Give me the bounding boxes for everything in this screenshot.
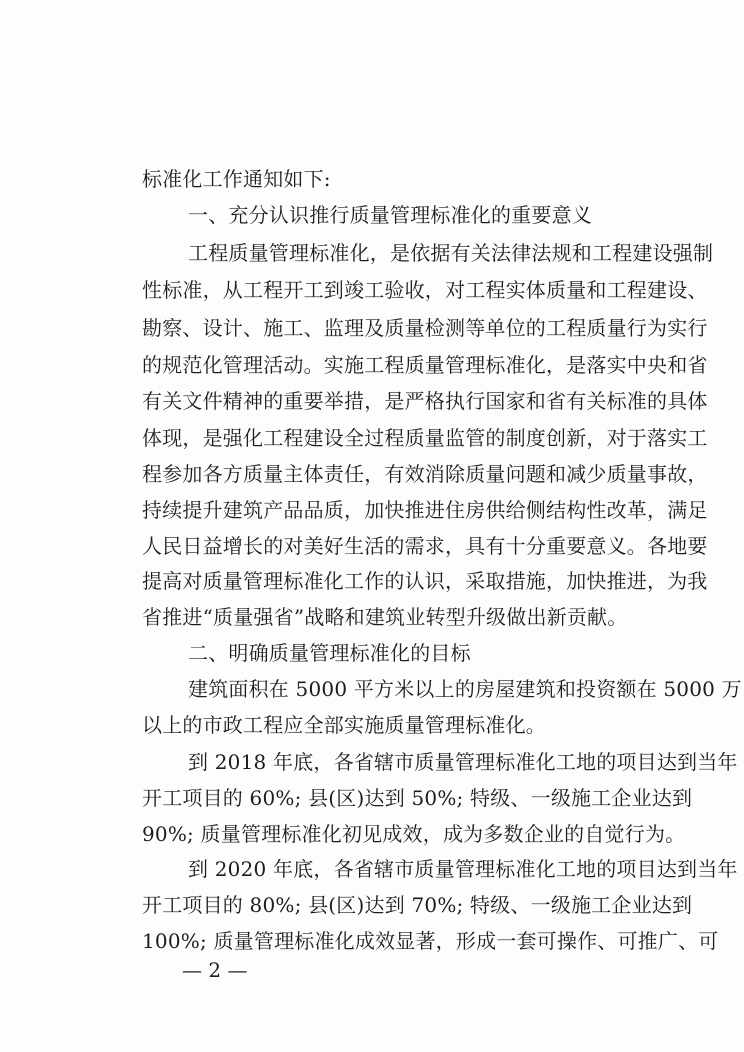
body-line-4: 勘察、设计、施工、监理及质量检测等单位的工程质量行为实行 xyxy=(142,316,708,340)
body-line-18: 到 2020 年底，各省辖市质量管理标准化工地的项目达到当年 xyxy=(188,857,738,881)
body-line-8: 程参加各方质量主体责任，有效消除质量问题和减少质量事故， xyxy=(142,462,708,486)
body-line-1: 标准化工作通知如下: xyxy=(142,167,331,191)
body-line-6: 有关文件精神的重要举措，是严格执行国家和省有关标准的具体 xyxy=(142,389,708,413)
body-line-20: 100%; 质量管理标准化成效显著，形成一套可操作、可推广、可 xyxy=(142,929,719,953)
body-line-16: 开工项目的 60%; 县(区)达到 50%; 特级、一级施工企业达到 xyxy=(142,786,693,810)
body-line-7: 体现，是强化工程建设全过程质量监管的制度创新，对于落实工 xyxy=(142,426,708,450)
body-line-13: 建筑面积在 5000 平方米以上的房屋建筑和投资额在 5000 万 xyxy=(188,677,742,701)
body-line-12: 省推进“质量强省”战略和建筑业转型升级做出新贡献。 xyxy=(142,605,628,629)
body-line-14: 以上的市政工程应全部实施质量管理标准化。 xyxy=(142,713,546,737)
body-line-11: 提高对质量管理标准化工作的认识，采取措施，加快推进，为我 xyxy=(142,569,708,593)
body-line-17: 90%; 质量管理标准化初见成效，成为多数企业的自觉行为。 xyxy=(142,822,686,846)
body-line-10: 人民日益增长的对美好生活的需求，具有十分重要意义。各地要 xyxy=(142,534,708,558)
page-number: — 2 — xyxy=(182,958,248,982)
section-heading-2: 二、明确质量管理标准化的目标 xyxy=(188,641,471,665)
body-line-5: 的规范化管理活动。实施工程质量管理标准化，是落实中央和省 xyxy=(142,353,708,377)
body-line-2: 工程质量管理标准化，是依据有关法律法规和工程建设强制 xyxy=(188,241,714,265)
body-line-19: 开工项目的 80%; 县(区)达到 70%; 特级、一级施工企业达到 xyxy=(142,893,693,917)
section-heading-1: 一、充分认识推行质量管理标准化的重要意义 xyxy=(188,203,592,227)
body-line-15: 到 2018 年底，各省辖市质量管理标准化工地的项目达到当年 xyxy=(188,750,738,774)
body-line-9: 持续提升建筑产品品质，加快推进住房供给侧结构性改革，满足 xyxy=(142,498,708,522)
body-line-3: 性标准，从工程开工到竣工验收，对工程实体质量和工程建设、 xyxy=(142,278,708,302)
